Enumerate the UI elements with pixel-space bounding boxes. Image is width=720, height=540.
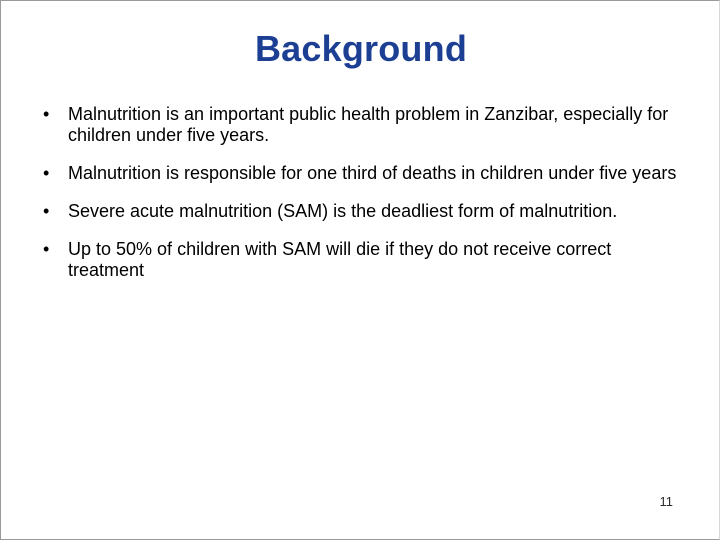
bullet-point-icon: • [43,104,50,124]
list-item [37,239,689,281]
list-item-text: Up to 50% of children with SAM will die if they do not receive correct treatment [68,239,612,280]
list-item [37,163,689,184]
page-title: Background [254,28,468,69]
bullet-point-icon: • [43,239,50,259]
list-item [37,201,689,222]
list-item-text: Severe acute malnutrition (SAM) is the deadliest form of malnutrition. [68,201,618,221]
bullet-point-icon: • [43,201,50,221]
list-item-text: Malnutrition is an important public health problem in Zanzibar, especially for children under five years. [68,104,669,145]
list-item [37,104,689,146]
list-item-text: Malnutrition is responsible for one third of deaths in children under five years [68,163,677,183]
slide-page-number: 11 [659,494,673,509]
bullet-list [37,104,689,281]
bullet-point-icon: • [43,163,50,183]
